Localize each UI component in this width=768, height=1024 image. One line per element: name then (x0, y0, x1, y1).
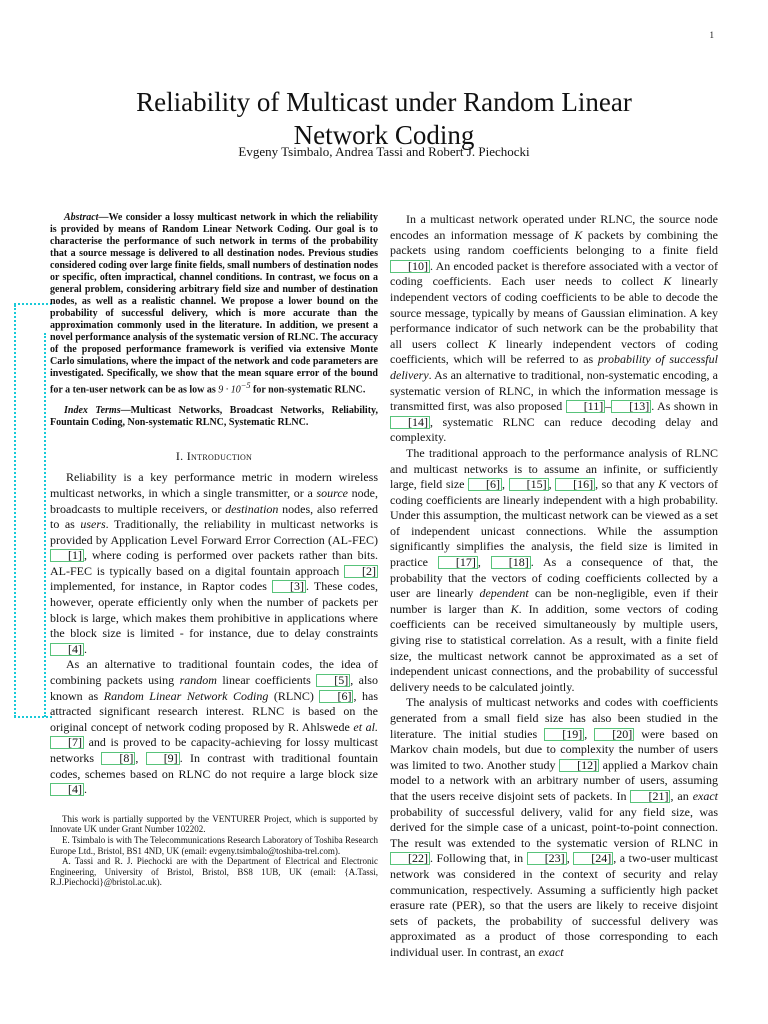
citation-link[interactable]: [9] (146, 752, 180, 765)
page-number: 1 (709, 30, 714, 40)
text-run: , (477, 555, 491, 570)
text-run: . As shown in (651, 399, 719, 414)
citation-link[interactable]: [19] (544, 728, 584, 741)
title-line-1: Reliability of Multicast under Random Linear (136, 87, 632, 118)
text-run: , (548, 477, 556, 492)
text-run: nodes, also referred to as (50, 501, 378, 532)
text-run: , (135, 751, 146, 766)
abstract-exponent: −5 (240, 381, 251, 390)
text-run: source (316, 485, 348, 500)
math-symbol: K (488, 336, 497, 351)
footnotes (50, 814, 378, 888)
citation-link[interactable]: [4] (50, 643, 84, 656)
citation-link[interactable]: [7] (50, 736, 84, 749)
citation-link[interactable]: [8] (101, 752, 135, 765)
text-run: . (84, 641, 87, 656)
right-paragraph-3 (390, 695, 718, 960)
text-run: , so that any (595, 477, 659, 492)
text-run: . An encoded packet is therefore associated with a vector of coding coefficients. Each user needs to collect (390, 258, 718, 289)
section-heading (50, 449, 378, 464)
index-terms-text: Multicast Networks, Broadcast Networks, Reliability, Fountain Coding, Non-systematic RLNC, Systematic RLNC. (50, 405, 378, 429)
text-run: , also known as (50, 673, 378, 703)
text-run: were based on Markov chain models, but due to complexity the number of users was limited to two. Another study (390, 726, 719, 772)
text-run: . As a consequence of that, the probability that the vectors of coding coefficients collected by a user are linearly (390, 555, 719, 601)
text-run: . (84, 782, 87, 797)
text-run: linear coefficients (216, 673, 317, 688)
citation-link[interactable]: [22] (390, 852, 430, 865)
citation-link[interactable]: [14] (390, 416, 430, 429)
text-run: et al. (353, 719, 379, 734)
title-line-2: Network Coding (293, 120, 475, 151)
text-run: . As an alternative to traditional, non-systematic encoding, a systematic version of RLNC, in which the information message is transmitted first, was also proposed (390, 367, 718, 414)
text-run: and is proved to be capacity-achieving for lossy multicast networks (50, 735, 378, 766)
text-run: probability of successful delivery, valid for any field size, was derived for the simple case of a unicast, point-to-point connection. The result was extended to the systematic version of RLNC in (390, 804, 718, 850)
selection-marker-top (14, 303, 52, 305)
paper-title (60, 86, 708, 152)
text-run: node, broadcasts to multiple receivers, or (50, 485, 378, 516)
citation-link[interactable]: [15] (509, 478, 549, 491)
citation-link[interactable]: [13] (611, 400, 651, 413)
abstract-text-end: for non-systematic RLNC. (250, 384, 366, 396)
index-terms-dash: — (120, 405, 131, 417)
citation-link[interactable]: [6] (468, 478, 502, 491)
text-run: (RLNC) (268, 688, 320, 703)
text-run: linearly independent vectors of coding coefficients, which will be referred to as (390, 336, 719, 367)
text-run: , (584, 726, 595, 741)
math-symbol: K (663, 274, 672, 289)
text-run: , where coding is performed over packets rather than bits. AL-FEC is typically based on a digital fountain approach (50, 548, 378, 578)
citation-link[interactable]: [23] (527, 852, 567, 865)
author-list: Evgeny Tsimbalo, Andrea Tassi and Robert J. Piechocki (238, 144, 530, 159)
abstract-label: Abstract (64, 212, 99, 223)
text-run: packets by combining the packets using random coefficients belonging to a finite field (390, 227, 718, 258)
text-run: The analysis of multicast networks and codes with coefficients generated from a small field size has also been studied in the literature. The initial studies (390, 695, 718, 741)
right-column (390, 212, 718, 961)
section-numeral: I. (175, 449, 184, 464)
citation-link[interactable]: [4] (50, 783, 84, 796)
text-run: – (605, 399, 612, 414)
abstract-math: 9 · 10 (218, 384, 241, 396)
text-run: random (179, 673, 217, 688)
text-run: , systematic RLNC can reduce decoding delay and complexity. (390, 414, 718, 445)
text-run: In a multicast network operated under RLNC, the source node encodes an information message of (390, 212, 718, 242)
text-run: . In addition, some vectors of coding coefficients can be received simultaneously by multiple users, giving rise to statistical correlation. As a result, with a finite field size, the multicast network cannot be approximated as a set of independent unicast connections, and the probability of successful delivery needs to be calculated jointly. (390, 601, 718, 694)
text-run: implemented, for instance, in Raptor codes (50, 579, 272, 594)
text-run: exact (692, 788, 719, 803)
text-run: . Following that, in (430, 851, 527, 866)
citation-link[interactable]: [12] (559, 759, 599, 772)
citation-link[interactable]: [6] (319, 690, 353, 703)
text-run: , an (670, 788, 693, 803)
citation-link[interactable]: [11] (566, 400, 606, 413)
abstract-text: We consider a lossy multicast network in which the reliability is provided by means of Random Linear Network Coding. Our goal is to characterise the performance of such network in terms of the probability that a source message is delivered to all destination nodes. Previous studies considered coding over large finite fields, small numbers of destination nodes or specific, often impractical, channel conditions. In contrast, we focus on a general problem, considering arbitrary field size and number of destination nodes, as well as a realistic channel. We propose a lower bound on the probability of successful delivery, which is more accurate than the approximation commonly used in the literature. In addition, we present a novel performance analysis of the systematic version of RLNC. The accuracy of the proposed performance framework is verified via extensive Monte Carlo simulations, where the impact of the network and code parameters are investigated. Specifically, we show that the mean square error of the bound for a ten-user network can be as low as (50, 212, 378, 396)
index-terms-label: Index Terms (64, 405, 121, 417)
text-run: , (502, 477, 509, 492)
citation-link[interactable]: [10] (390, 260, 430, 273)
text-run: dependent (479, 586, 529, 601)
text-run: . These codes, however, operate efficiently only when the number of packets per block is large, which makes them prohibitive in applications where the block size is limited - for instance, due to delay constraints (50, 579, 378, 641)
text-run: As an alternative to traditional fountain codes, the idea of combining packets using (50, 657, 378, 688)
intro-paragraph-1 (50, 470, 378, 657)
abstract-dash: — (98, 212, 109, 223)
section-title: Introduction (186, 449, 253, 464)
text-run: . In contrast with traditional fountain codes, schemes based on RLNC do not require a large block size (50, 751, 379, 781)
math-symbol: K (510, 601, 519, 616)
text-run: , has attracted significant research interest. RLNC is based on the original concept of network coding proposed by R. Ahlswede (50, 688, 378, 734)
left-column (50, 212, 378, 888)
citation-link[interactable]: [18] (491, 556, 531, 569)
math-symbol: K (574, 227, 583, 242)
citation-link[interactable]: [24] (573, 852, 613, 865)
citation-link[interactable]: [20] (594, 728, 634, 741)
selection-marker-inner (44, 333, 46, 717)
text-run: . Traditionally, the reliability in multicast networks is provided by Application Level Forward Error Correction (AL-FEC) (50, 517, 378, 547)
citation-link[interactable]: [16] (555, 478, 595, 491)
citation-link[interactable]: [1] (50, 549, 84, 562)
math-symbol: K (658, 477, 667, 492)
citation-link[interactable]: [2] (344, 565, 378, 578)
abstract (50, 212, 378, 396)
text-run: exact (538, 944, 564, 959)
citation-link[interactable]: [17] (438, 556, 478, 569)
footnote-affiliation-2: A. Tassi and R. J. Piechocki are with the Department of Electrical and Electronic Engineering, University of Bristol, Bristol, BS8 1UB, UK (email: {A.Tassi, R.J.Piechocki}@bristol.ac.uk). (50, 856, 378, 888)
citation-link[interactable]: [21] (630, 790, 670, 803)
text-run: users (80, 517, 106, 532)
text-run: , a two-user multicast network was considered in the context of security and relay communication, respectively. Assuming a sufficiently high packet erasure rate (PER), so that the users are likely to receive disjoint sets of packets, the probability of successful delivery was approximated as a product of those corresponding to each individual user. In contrast, an (390, 851, 719, 959)
right-paragraph-2 (390, 446, 718, 696)
citation-link[interactable]: [3] (272, 580, 306, 593)
footnote-affiliation-1: E. Tsimbalo is with The Telecommunications Research Laboratory of Toshiba Research Europe Ltd., Bristol, BS1 4ND, UK (email: evgeny.tsimbalo@toshiba-trel.com). (50, 834, 378, 856)
text-run: destination (225, 501, 279, 516)
text-run: vectors of coding coefficients are linearly independent with a high probability. Under this assumption, the multicast network can be viewed as a set of independent unicast connections. While the assumption significantly simplifies the analysis, the field size is limited in practice (390, 477, 719, 570)
text-run: , (566, 851, 574, 866)
text-run: applied a Markov chain model to a network with an arbitrary number of users, assuming that the users receive disjoint sets of packets. In (390, 757, 719, 803)
intro-paragraph-2 (50, 657, 378, 797)
citation-link[interactable]: [5] (316, 674, 350, 687)
text-run: linearly independent vectors of coding coefficients to be able to decode the source message, typically by means of Gaussian elimination. A key performance indicator of such network can be the probability that all users collect (390, 274, 718, 351)
selection-marker-left (14, 305, 16, 717)
text-run: can be non-negligible, even if their number is larger than (390, 586, 719, 616)
text-run: probability of successful delivery (390, 352, 718, 382)
right-paragraph-1 (390, 212, 718, 446)
footnote-funding: This work is partially supported by the VENTURER Project, which is supported by Innovate UK under Grant Number 102202. (50, 813, 378, 835)
text-run: The traditional approach to the performance analysis of RLNC and multicast networks is to assume an infinite, or sufficiently large, field size (390, 445, 718, 492)
text-run: Reliability is a key performance metric in modern wireless multicast networks, in which a single transmitter, or a (50, 470, 378, 500)
selection-marker-bottom (14, 716, 52, 718)
text-run: Random Linear Network Coding (103, 688, 269, 703)
index-terms (50, 405, 378, 429)
